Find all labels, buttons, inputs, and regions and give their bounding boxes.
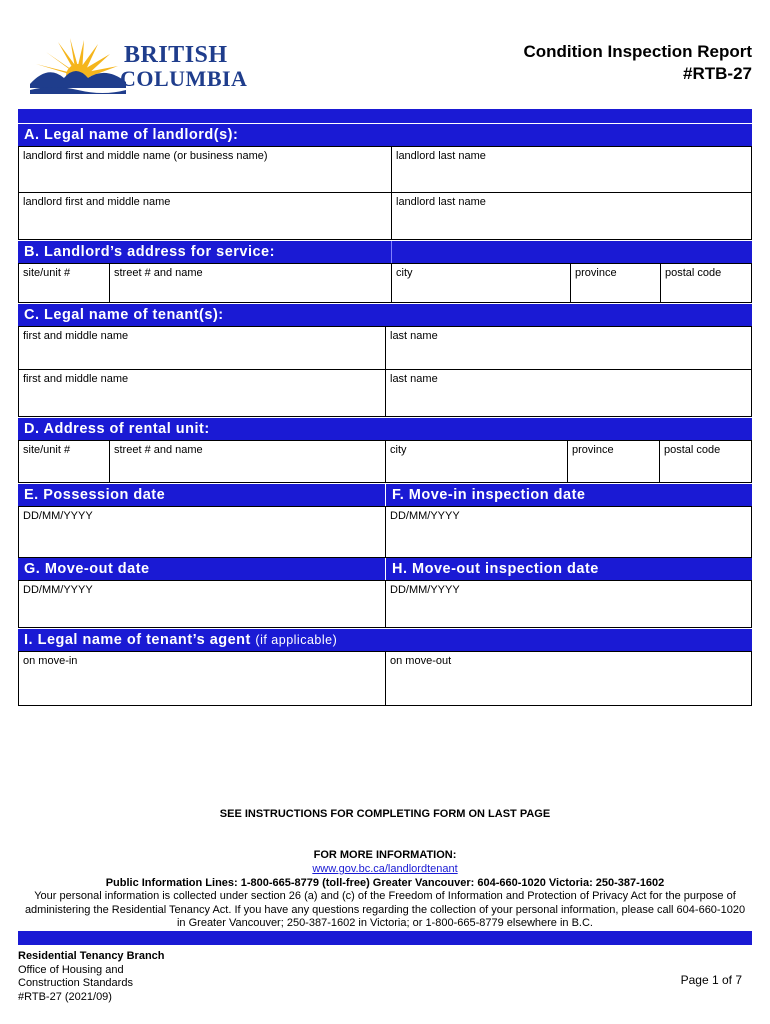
move-out-date-field[interactable] xyxy=(18,580,386,628)
section-i-note: (if applicable) xyxy=(255,633,338,647)
section-e-title: E. Possession date xyxy=(24,487,166,503)
office-line-1: Office of Housing and xyxy=(18,963,124,976)
move-out-inspection-date-field[interactable] xyxy=(385,580,752,628)
bc-logo xyxy=(28,34,248,96)
field-label: city xyxy=(390,444,407,456)
org-name-line2: COLUMBIA xyxy=(120,66,248,91)
field-label: postal code xyxy=(664,444,721,456)
field-label: first and middle name xyxy=(23,330,129,342)
tenant2-first-field[interactable] xyxy=(18,369,386,417)
section-b-header xyxy=(18,241,752,263)
field-label: last name xyxy=(390,373,438,385)
field-label: postal code xyxy=(665,267,722,279)
form-title: Condition Inspection Report xyxy=(523,42,752,61)
info-link[interactable]: www.gov.bc.ca/landlordtenant xyxy=(312,863,458,875)
section-b-title: B. Landlord’s address for service: xyxy=(24,244,275,260)
field-label: street # and name xyxy=(114,444,203,456)
section-d-header xyxy=(18,418,752,440)
field-label: on move-in xyxy=(23,655,78,667)
field-label: site/unit # xyxy=(23,444,71,456)
page-number: Page 1 of 7 xyxy=(680,973,742,987)
landlord2-last-field[interactable] xyxy=(391,192,752,240)
bottom-band xyxy=(18,931,752,945)
form-code: #RTB-27 (2021/09) xyxy=(18,990,112,1003)
move-in-inspection-date-field[interactable] xyxy=(385,506,752,558)
rental-province-field[interactable] xyxy=(567,440,660,483)
section-c-header xyxy=(18,304,752,326)
tenant1-last-field[interactable] xyxy=(385,326,752,370)
branch-info xyxy=(18,950,165,1004)
section-i-header xyxy=(18,629,752,651)
rental-site-field[interactable] xyxy=(18,440,110,483)
section-e-header xyxy=(18,484,385,506)
landlord-postal-field[interactable] xyxy=(660,263,752,303)
section-f-header xyxy=(386,484,752,506)
section-g-header xyxy=(18,558,385,580)
date-placeholder: DD/MM/YYYY xyxy=(23,584,93,596)
rental-street-field[interactable] xyxy=(109,440,386,483)
branch-name: Residential Tenancy Branch xyxy=(18,950,165,962)
section-d-title: D. Address of rental unit: xyxy=(24,421,210,437)
top-band xyxy=(18,109,752,123)
field-label: city xyxy=(396,267,413,279)
section-h-header xyxy=(386,558,752,580)
tenant2-last-field[interactable] xyxy=(385,369,752,417)
field-label: last name xyxy=(390,330,438,342)
section-c-title: C. Legal name of tenant(s): xyxy=(24,307,224,323)
agent-move-out-field[interactable] xyxy=(385,651,752,706)
office-line-2: Construction Standards xyxy=(18,977,133,989)
section-g-title: G. Move-out date xyxy=(24,561,150,577)
section-a-title: A. Legal name of landlord(s): xyxy=(24,127,239,143)
landlord-province-field[interactable] xyxy=(570,263,661,303)
agent-move-in-field[interactable] xyxy=(18,651,386,706)
field-label: landlord first and middle name xyxy=(23,196,171,208)
landlord-site-field[interactable] xyxy=(18,263,110,303)
section-h-title: H. Move-out inspection date xyxy=(392,561,599,577)
instructions-note: SEE INSTRUCTIONS FOR COMPLETING FORM ON LAST PAGE xyxy=(219,808,551,820)
privacy-line-3: in Greater Vancouver; 250-387-1602 in Victoria; or 1-800-665-8779 elsewhere in B.C. xyxy=(176,917,593,929)
date-placeholder: DD/MM/YYYY xyxy=(390,510,460,522)
field-label: site/unit # xyxy=(23,267,71,279)
landlord-city-field[interactable] xyxy=(391,263,571,303)
phone-lines: Public Information Lines: 1-800-665-8779 (toll-free) Greater Vancouver: 604-660-1020 Victoria: 250-387-1602 xyxy=(105,877,665,889)
field-label: on move-out xyxy=(390,655,452,667)
org-name-line1: BRITISH xyxy=(124,42,228,68)
form-number: #RTB-27 xyxy=(683,64,752,83)
rental-city-field[interactable] xyxy=(385,440,568,483)
landlord-street-field[interactable] xyxy=(109,263,392,303)
field-label: landlord last name xyxy=(396,150,486,162)
field-label: landlord first and middle name (or business name) xyxy=(23,150,268,162)
section-f-title: F. Move-in inspection date xyxy=(392,487,586,503)
rental-postal-field[interactable] xyxy=(659,440,752,483)
more-info-heading: FOR MORE INFORMATION: xyxy=(313,849,457,861)
date-placeholder: DD/MM/YYYY xyxy=(23,510,93,522)
landlord1-last-field[interactable] xyxy=(391,146,752,193)
section-a-header xyxy=(18,124,752,146)
privacy-line-1: Your personal information is collected under section 26 (a) and (c) of the Freedom of Information and Protection of Privacy Act for the purpose of xyxy=(34,890,736,902)
band-divider xyxy=(391,241,392,263)
section-i-title: I. Legal name of tenant’s agent xyxy=(24,632,251,648)
tenant1-first-field[interactable] xyxy=(18,326,386,370)
landlord1-first-field[interactable] xyxy=(18,146,392,193)
field-label: first and middle name xyxy=(23,373,129,385)
date-placeholder: DD/MM/YYYY xyxy=(390,584,460,596)
field-label: province xyxy=(572,444,614,456)
possession-date-field[interactable] xyxy=(18,506,386,558)
field-label: street # and name xyxy=(114,267,203,279)
landlord2-first-field[interactable] xyxy=(18,192,392,240)
field-label: landlord last name xyxy=(396,196,486,208)
field-label: province xyxy=(575,267,617,279)
privacy-line-2: administering the Residential Tenancy Act. If you have any questions regarding the collection of your personal information, please call 604-660-1020 xyxy=(24,904,746,916)
